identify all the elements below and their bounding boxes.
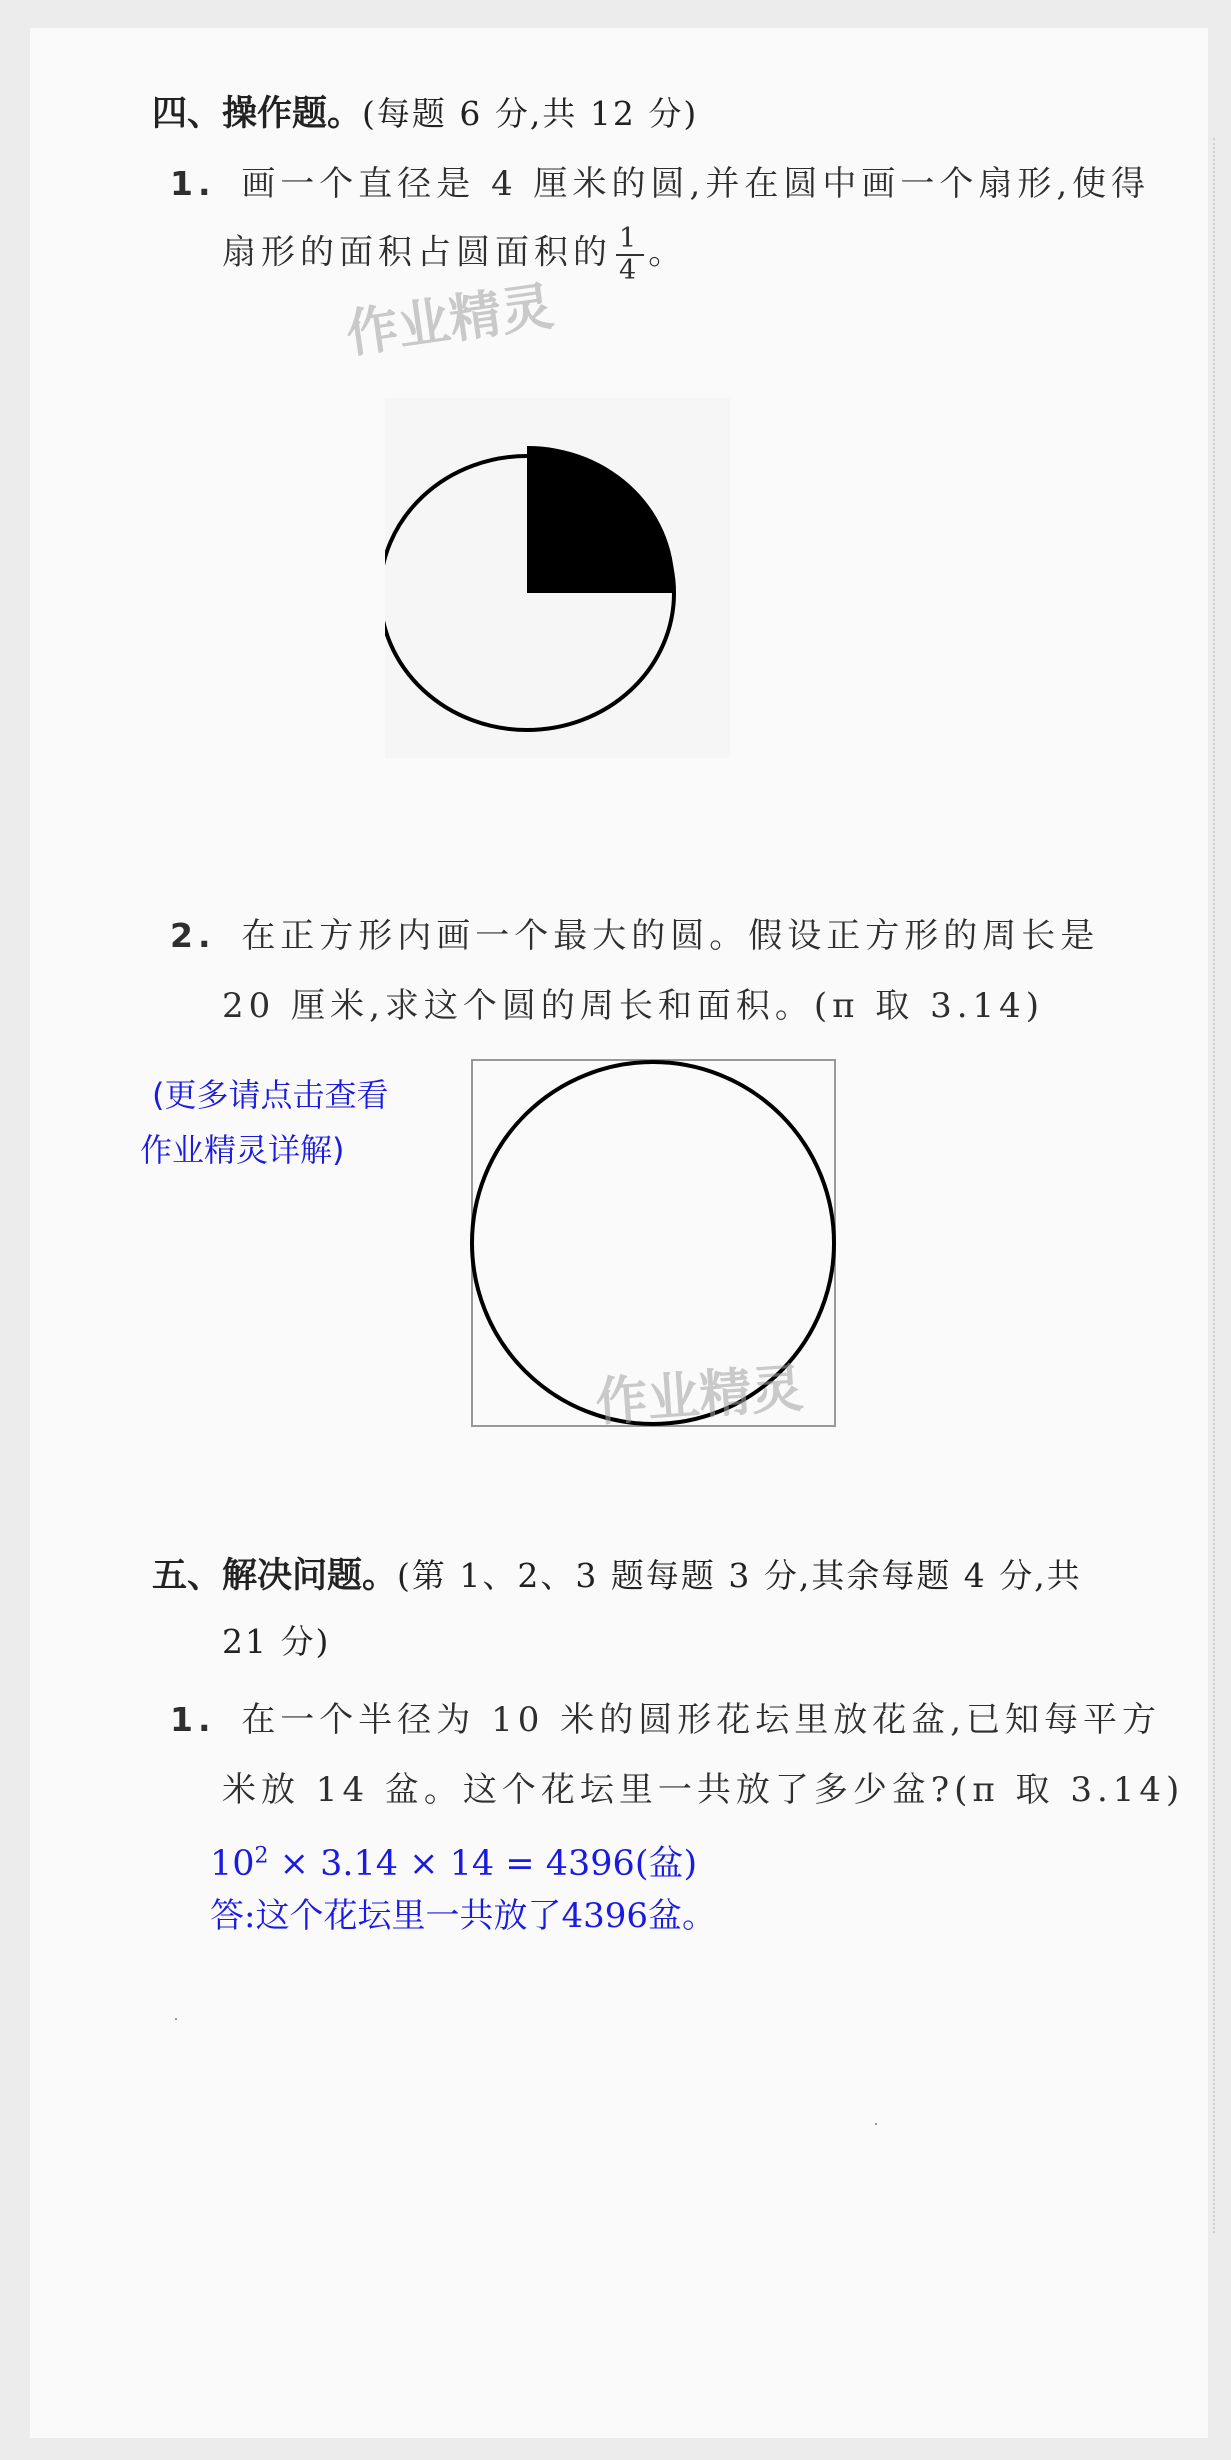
section-5-note: (第 1、2、3 题每题 3 分,其余每题 4 分,共 — [397, 1556, 1082, 1595]
answer-statement — [210, 1888, 716, 1937]
answer-text: 答:这个花坛里一共放了4396盆。 — [210, 1896, 716, 1936]
question-4-2-line-1 — [170, 908, 1099, 957]
question-4-1-line-1 — [170, 156, 1150, 205]
question-text: 画一个直径是 4 厘米的圆,并在圆中画一个扇形,使得 — [241, 164, 1151, 204]
question-4-2-line-2 — [222, 978, 1044, 1027]
watermark-logo — [593, 1346, 806, 1435]
question-number: 1. — [170, 164, 216, 203]
watermark-text: 作业精灵 — [593, 1358, 806, 1434]
question-text: 扇形的面积占圆面积的 — [222, 232, 612, 273]
question-text: 在一个半径为 10 米的圆形花坛里放花盆,已知每平方 — [241, 1700, 1161, 1740]
question-text: 20 厘米,求这个圆的周长和面积。(π 取 3.14) — [222, 986, 1045, 1026]
question-5-1-line-2 — [222, 1762, 1184, 1811]
more-details-link[interactable] — [140, 1068, 389, 1178]
speck — [175, 2018, 177, 2020]
question-text: 米放 14 盆。这个花坛里一共放了多少盆?(π 取 3.14) — [222, 1770, 1185, 1810]
section-5-note-continued — [222, 1616, 330, 1663]
question-text-end: 。 — [648, 232, 688, 273]
hint-line-2: 作业精灵详解) — [140, 1131, 345, 1169]
section-4-heading — [152, 86, 698, 136]
watermark-text: 作业精灵 — [342, 276, 557, 366]
fraction-one-quarter — [616, 224, 644, 285]
section-5-heading — [152, 1548, 1082, 1598]
section-4-title: 四、操作题。 — [152, 94, 363, 134]
section-5-note-line-2: 21 分) — [222, 1622, 331, 1661]
section-4-note: (每题 6 分,共 12 分) — [362, 94, 699, 133]
worksheet-page — [30, 28, 1208, 2438]
answer-expression: × 3.14 × 14 = 4396(盆) — [268, 1844, 698, 1884]
fraction-denominator: 4 — [619, 254, 642, 286]
hint-line-1: (更多请点击查看 — [152, 1076, 389, 1114]
circle-sector-figure — [385, 398, 730, 758]
question-number: 1. — [170, 1700, 216, 1739]
section-5-title: 五、解决问题。 — [152, 1556, 398, 1596]
question-5-1-line-1 — [170, 1692, 1161, 1741]
margin-dotted-line — [1213, 138, 1215, 2233]
speck — [875, 2123, 877, 2125]
question-number: 2. — [170, 916, 216, 955]
answer-exponent: 2 — [254, 1843, 269, 1869]
fraction-numerator: 1 — [616, 224, 644, 256]
answer-equation — [210, 1836, 697, 1886]
question-text: 在正方形内画一个最大的圆。假设正方形的周长是 — [241, 916, 1100, 956]
answer-base: 10 — [210, 1844, 255, 1884]
